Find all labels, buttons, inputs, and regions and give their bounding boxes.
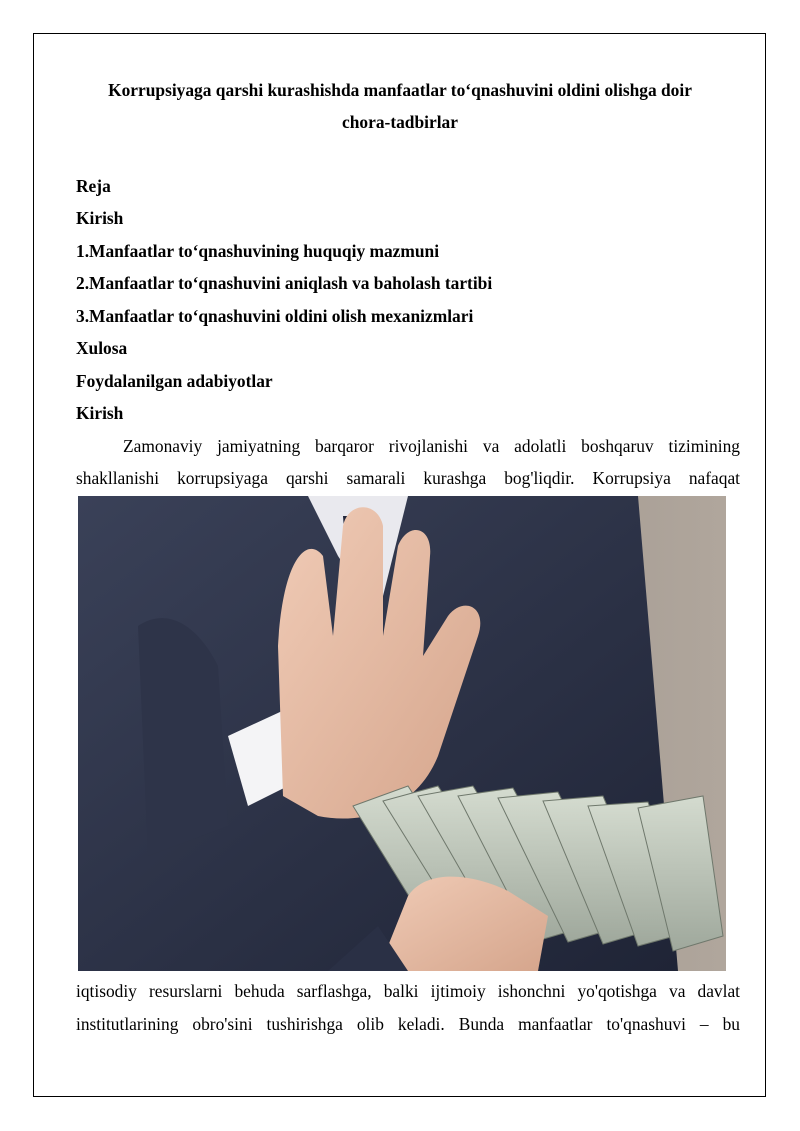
document-title [76,74,724,138]
title-line-2: chora-tadbirlar [342,112,458,132]
section-heading-kirish: Kirish [76,403,124,423]
paragraph-line-2: shakllanishi korrupsiyaga qarshi samarali kurashga bog'liqdir. Korrupsiya nafaqat [76,468,740,488]
toc-heading-reja: Reja [76,176,111,196]
toc-item-xulosa: Xulosa [76,338,128,358]
toc-item-2: 2.Manfaatlar to‘qnashuvini aniqlash va baholash tartibi [76,273,493,293]
paragraph-line-1: Zamonaviy jamiyatning barqaror rivojlanishi va adolatli boshqaruv tizimining [123,436,740,456]
stop-hand-money-photo [78,496,726,971]
paragraph-line-3: iqtisodiy resurslarni behuda sarflashga, balki ijtimoiy ishonchni yo'qotishga va davlat [76,981,740,1001]
toc-item-adabiyotlar: Foydalanilgan adabiyotlar [76,371,273,391]
paragraph-line-4: institutlarining obro'sini tushirishga olib keladi. Bunda manfaatlar to'qnashuvi – bu [76,1014,740,1034]
toc-item-kirish: Kirish [76,208,124,228]
title-line-1: Korrupsiyaga qarshi kurashishda manfaatlar to‘qnashuvini oldini olishga doir [108,80,692,100]
toc-item-3: 3.Manfaatlar to‘qnashuvini oldini olish mexanizmlari [76,306,474,326]
toc-item-1: 1.Manfaatlar to‘qnashuvining huquqiy mazmuni [76,241,440,261]
photo-illustration [78,496,726,971]
